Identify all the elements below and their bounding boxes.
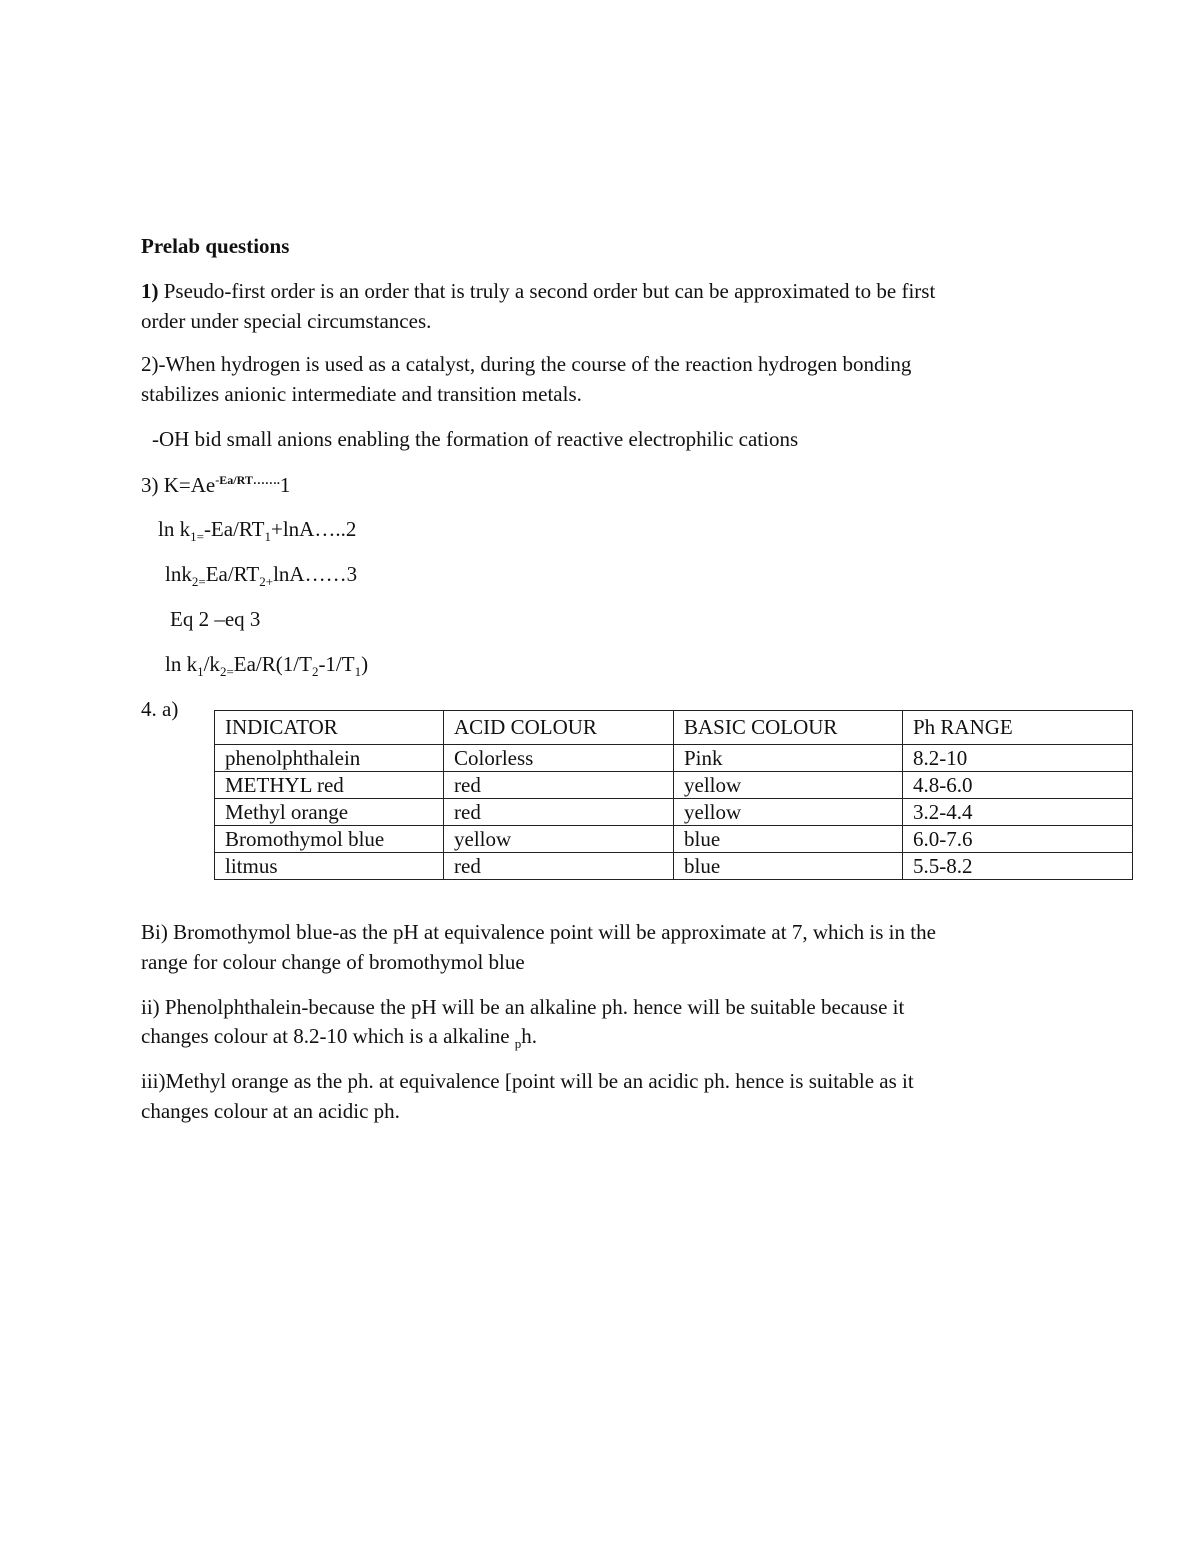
answer-bi-line-1: Bi) Bromothymol blue-as the pH at equivalence point will be approximate at 7, which is in the bbox=[141, 920, 936, 944]
table-cell: yellow bbox=[674, 799, 903, 826]
q1-line-2: order under special circumstances. bbox=[141, 309, 432, 333]
q1-line-1: 1) Pseudo-first order is an order that is truly a second order but can be approximated to be first bbox=[141, 279, 936, 303]
q2-line-1: 2)-When hydrogen is used as a catalyst, during the course of the reaction hydrogen bonding bbox=[141, 352, 912, 376]
q1-number: 1) bbox=[141, 279, 159, 303]
table-cell: yellow bbox=[444, 826, 674, 853]
table-cell: phenolphthalein bbox=[215, 745, 444, 772]
table-cell: red bbox=[444, 853, 674, 880]
table-cell: Methyl orange bbox=[215, 799, 444, 826]
q3-equation-5: $\ln k_1/k_{2=}Ea/R(1/T_2-1/T_1)$ bbox=[165, 652, 369, 679]
answer-bi-line-2: range for colour change of bromothymol blue bbox=[141, 950, 525, 974]
page-title: Prelab questions bbox=[141, 234, 290, 258]
q3-equation-1: 3) $K=Ae^{-Ea/RT\dots\dots.}1$ bbox=[141, 473, 291, 497]
table-row bbox=[215, 772, 1133, 799]
table-cell: 3.2-4.4 bbox=[903, 799, 1133, 826]
table-header-cell: ACID COLOUR bbox=[444, 711, 674, 745]
answer-biii-line-1: iii)Methyl orange as the ph. at equivalence [point will be an acidic ph. hence is suitable as it bbox=[141, 1069, 914, 1093]
table-row bbox=[215, 799, 1133, 826]
table-header-cell: BASIC COLOUR bbox=[674, 711, 903, 745]
table-row bbox=[215, 826, 1133, 853]
table-cell: blue bbox=[674, 853, 903, 880]
table-cell: Colorless bbox=[444, 745, 674, 772]
q4-label: 4. a) bbox=[141, 697, 179, 721]
q2-line-2: stabilizes anionic intermediate and transition metals. bbox=[141, 382, 582, 406]
q3-equation-2: $\ln k_{1=}-Ea/RT_1+\ln A\dots..2$ bbox=[158, 517, 357, 544]
table-header-cell: INDICATOR bbox=[215, 711, 444, 745]
table-cell: 6.0-7.6 bbox=[903, 826, 1133, 853]
table-cell: METHYL red bbox=[215, 772, 444, 799]
table-cell: Bromothymol blue bbox=[215, 826, 444, 853]
table-cell: blue bbox=[674, 826, 903, 853]
indicator-table bbox=[214, 710, 1133, 880]
table-row bbox=[215, 745, 1133, 772]
table-cell: litmus bbox=[215, 853, 444, 880]
answer-bii-line-2: changes colour at 8.2-10 which is a alkaline $_p$h. bbox=[141, 1024, 538, 1051]
answer-biii-line-2: changes colour at an acidic ph. bbox=[141, 1099, 400, 1123]
table-row bbox=[215, 853, 1133, 880]
table-cell: Pink bbox=[674, 745, 903, 772]
table-cell: yellow bbox=[674, 772, 903, 799]
table-cell: red bbox=[444, 799, 674, 826]
q3-equation-4: Eq 2 –eq 3 bbox=[170, 607, 261, 631]
table-cell: 8.2-10 bbox=[903, 745, 1133, 772]
q3-equation-3: $\ln k_{2=}Ea/RT_{2+}\ln A\dots\dots 3$ bbox=[165, 562, 358, 589]
answer-bii-line-1: ii) Phenolphthalein-because the pH will be an alkaline ph. hence will be suitable because it bbox=[141, 995, 905, 1019]
table-cell: red bbox=[444, 772, 674, 799]
table-cell: 5.5-8.2 bbox=[903, 853, 1133, 880]
table-cell: 4.8-6.0 bbox=[903, 772, 1133, 799]
q2-line-3: -OH bid small anions enabling the formation of reactive electrophilic cations bbox=[152, 427, 799, 451]
table-header-row bbox=[215, 711, 1133, 745]
table-header-cell: Ph RANGE bbox=[903, 711, 1133, 745]
